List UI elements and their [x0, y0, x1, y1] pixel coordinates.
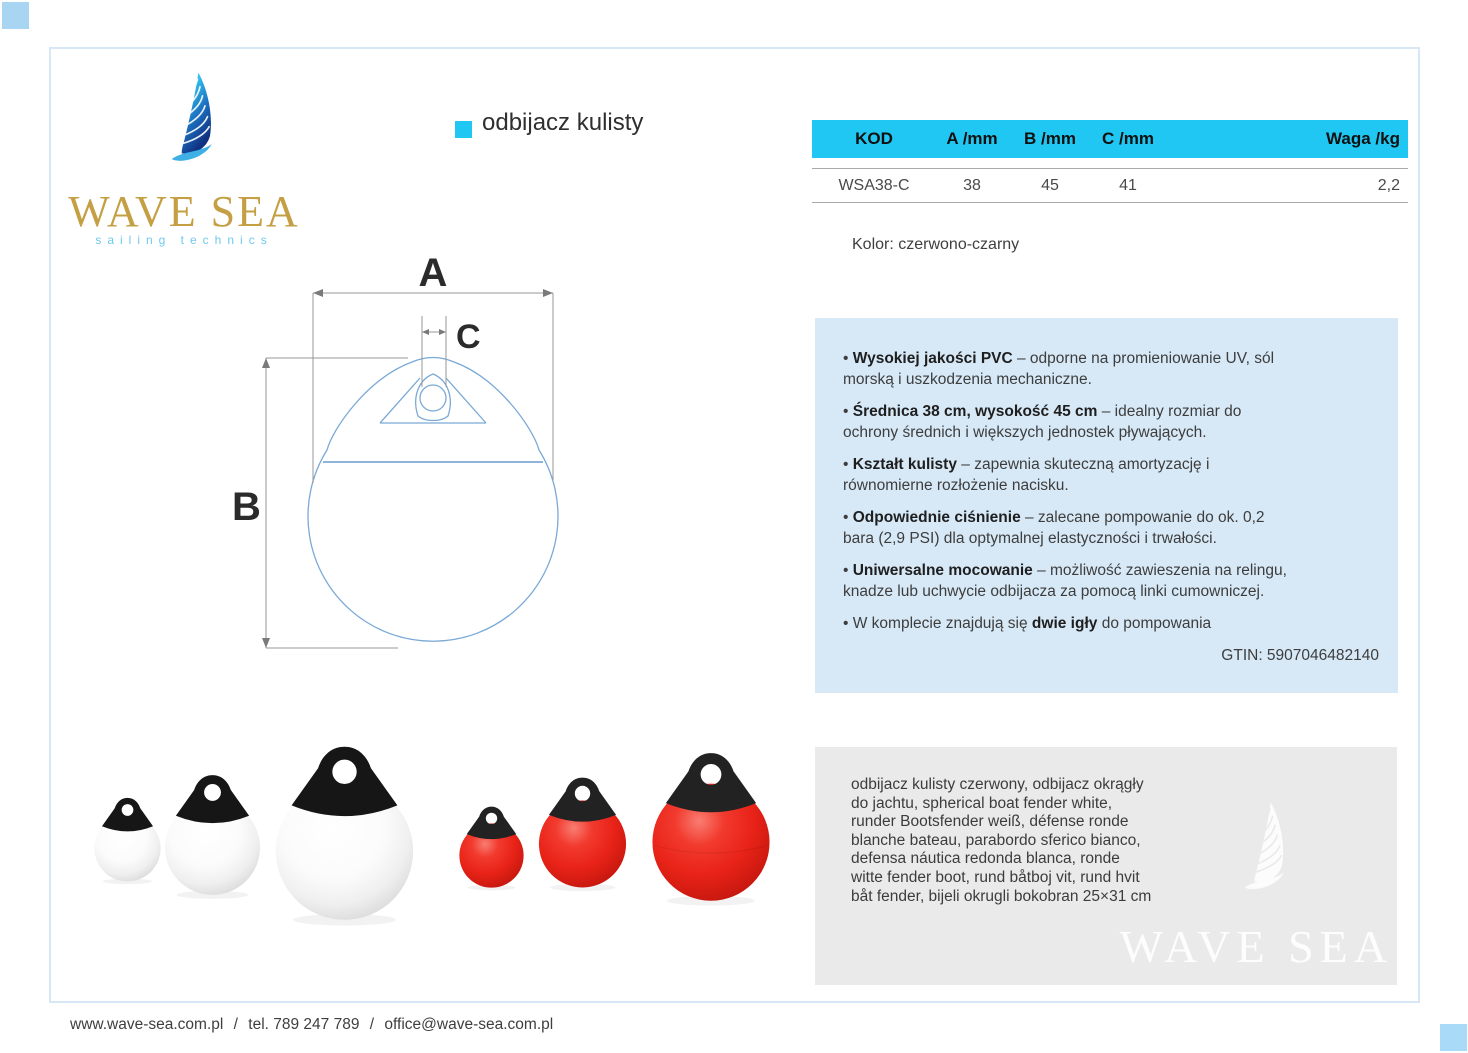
eye-plate-left [380, 378, 420, 423]
column-header-a-mm: A /mm [946, 129, 998, 148]
footer-separator: / [233, 1016, 238, 1033]
footer-separator: / [369, 1016, 375, 1033]
feature-item: • Uniwersalne mocowanie – możliwość zawieszenia na relingu, knadze lub uchwycie odbijacza za pomocą linki cumowniczej. [843, 562, 1287, 600]
dimension-label-a: A [418, 251, 448, 295]
fender-white-medium-image [163, 771, 262, 900]
column-header-waga-kg: Waga /kg [1326, 129, 1400, 148]
footer-contact [70, 1016, 559, 1034]
column-header-b-mm: B /mm [1024, 129, 1076, 148]
decorative-square-top-left [2, 2, 29, 29]
cell-c-mm: 41 [1119, 176, 1137, 194]
feature-item: • Odpowiednie ciśnienie – zalecane pompowanie do ok. 0,2 bara (2,9 PSI) dla optymalnej elastyczności i trwałości. [843, 509, 1265, 547]
dimension-diagram [230, 250, 610, 680]
feature-item: • W komplecie znajdują się dwie igły do pompowania [843, 615, 1212, 632]
spec-table-data-row [812, 168, 1408, 203]
cell-waga-kg: 2,2 [1377, 176, 1400, 194]
fender-white-small-image [93, 795, 162, 885]
cell-b-mm: 45 [1041, 176, 1059, 194]
product-description: odbijacz kulisty czerwony, odbijacz okrągły do jachtu, spherical boat fender white, runder Bootsfender weiß, défense ronde blanche bateau, parabordo sferico bianco, defensa náutica redonda blanca, ronde witte fender boot, rund båtboj vit, rund hvit båt fender, bijeli okrugli bokobran 25×31 cm [851, 776, 1152, 905]
fender-red-small-image [458, 804, 525, 891]
page-title: odbijacz kulisty [482, 109, 644, 136]
fender-red-large-image [650, 748, 772, 907]
gtin-label: GTIN: 5907046482140 [1221, 646, 1379, 664]
feature-item: • Średnica 38 cm, wysokość 45 cm – idealny rozmiar do ochrony średnich i większych jednostek pływających. [843, 403, 1242, 441]
fender-red-medium-image [537, 774, 628, 892]
watermark-sail-icon [1243, 793, 1292, 915]
features-box [815, 318, 1398, 693]
color-note: Kolor: czerwono-czarny [852, 236, 1020, 253]
cell-kod: WSA38-C [838, 176, 910, 194]
description-box [815, 747, 1397, 985]
feature-item: • Kształt kulisty – zapewnia skuteczną amortyzację i równomierne rozłożenie nacisku. [843, 456, 1210, 494]
eye-hole [420, 385, 446, 411]
dimension-label-c: C [456, 318, 481, 356]
fender-white-large-image [273, 741, 416, 927]
decorative-square-bottom-right [1440, 1024, 1467, 1051]
eye-plate-right [446, 378, 486, 423]
feature-item: • Wysokiej jakości PVC – odporne na promieniowanie UV, sól morską i uszkodzenia mechaniczne. [843, 350, 1275, 388]
sailboat-logo-icon [170, 64, 220, 186]
fender-outline [308, 358, 558, 642]
spec-table-header-row [812, 120, 1408, 158]
footer-website: www.wave-sea.com.pl [70, 1016, 224, 1033]
watermark-text: WAVE SEA [1119, 921, 1393, 972]
dimension-label-b: B [232, 485, 261, 529]
footer-phone: tel. 789 247 789 [248, 1016, 360, 1033]
title-bullet-icon [455, 121, 472, 138]
column-header-kod: KOD [855, 129, 893, 148]
column-header-c-mm: C /mm [1102, 129, 1154, 148]
cell-a-mm: 38 [963, 176, 981, 194]
brand-name: WAVE SEA [68, 187, 300, 236]
eye-teardrop [416, 374, 451, 421]
brand-tagline: sailing technics [95, 233, 273, 247]
spec-table [812, 120, 1408, 203]
footer-email: office@wave-sea.com.pl [384, 1016, 554, 1033]
